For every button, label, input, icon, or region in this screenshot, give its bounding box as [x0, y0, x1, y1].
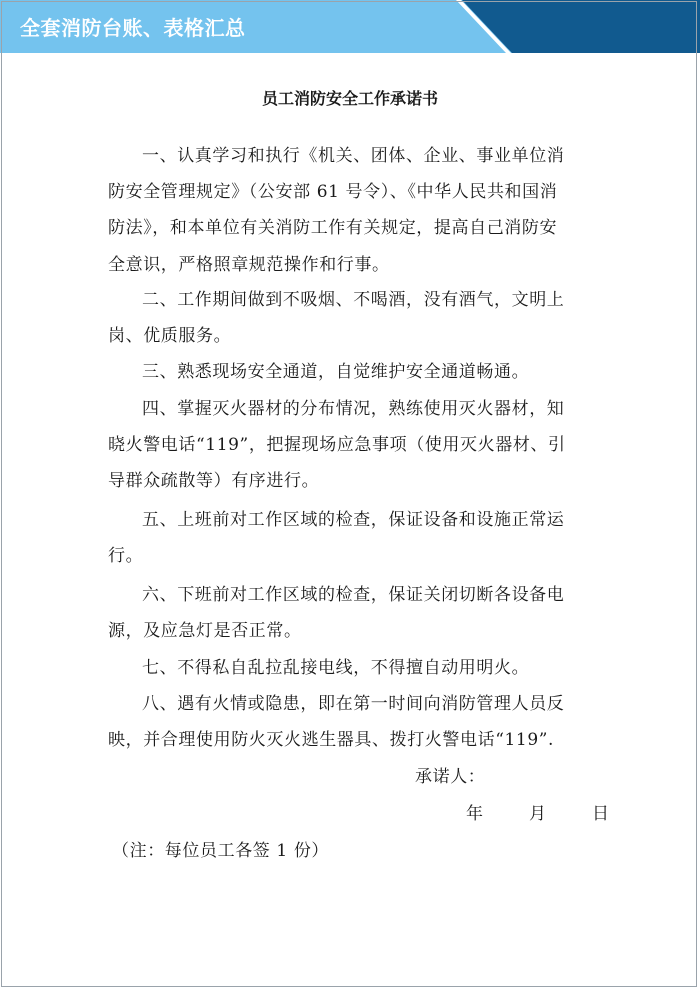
- paragraph-8-line: 映，并合理使用防火灭火逃生器具、拨打火警电话“119”.: [108, 730, 555, 750]
- document-title: 员工消防安全工作承诺书: [261, 89, 438, 108]
- paragraph-3-line: 三、熟悉现场安全通道，自觉维护安全通道畅通。: [142, 362, 530, 382]
- paragraph-5-line: 五、上班前对工作区域的检查，保证设备和设施正常运: [142, 510, 565, 530]
- paragraph-4-line: 导群众疏散等）有序进行。: [108, 471, 320, 491]
- paragraph-6-line: 源，及应急灯是否正常。: [108, 621, 302, 641]
- paragraph-4-line: 四、掌握灭火器材的分布情况，熟练使用灭火器材，知: [142, 399, 565, 419]
- header-title: 全套消防台账、表格汇总: [20, 16, 246, 40]
- paragraph-5-line: 行。: [108, 546, 144, 566]
- date-label: 年 月 日: [466, 804, 613, 824]
- paragraph-7-line: 七、不得私自乱拉乱接电线，不得擅自动用明火。: [142, 658, 530, 678]
- paragraph-4-line: 晓火警电话“119”，把握现场应急事项（使用灭火器材、引: [108, 435, 566, 455]
- signer-label: 承诺人：: [415, 767, 486, 787]
- note: （注：每位员工各签 1 份）: [112, 841, 330, 861]
- paragraph-6-line: 六、下班前对工作区域的检查，保证关闭切断各设备电: [142, 585, 565, 605]
- paragraph-8-line: 八、遇有火情或隐患，即在第一时间向消防管理人员反: [142, 694, 565, 714]
- paragraph-2-line: 岗、优质服务。: [108, 326, 232, 346]
- paragraph-1-line: 一、认真学习和执行《机关、团体、企业、事业单位消: [142, 146, 565, 166]
- paragraph-1-line: 防法》，和本单位有关消防工作有关规定，提高自己消防安: [108, 218, 558, 238]
- paragraph-1-line: 防安全管理规定》（公安部 61 号令）、《中华人民共和国消: [108, 182, 558, 202]
- paragraph-2-line: 二、工作期间做到不吸烟、不喝酒，没有酒气，文明上: [142, 290, 565, 310]
- paragraph-1-line: 全意识，严格照章规范操作和行事。: [108, 255, 390, 275]
